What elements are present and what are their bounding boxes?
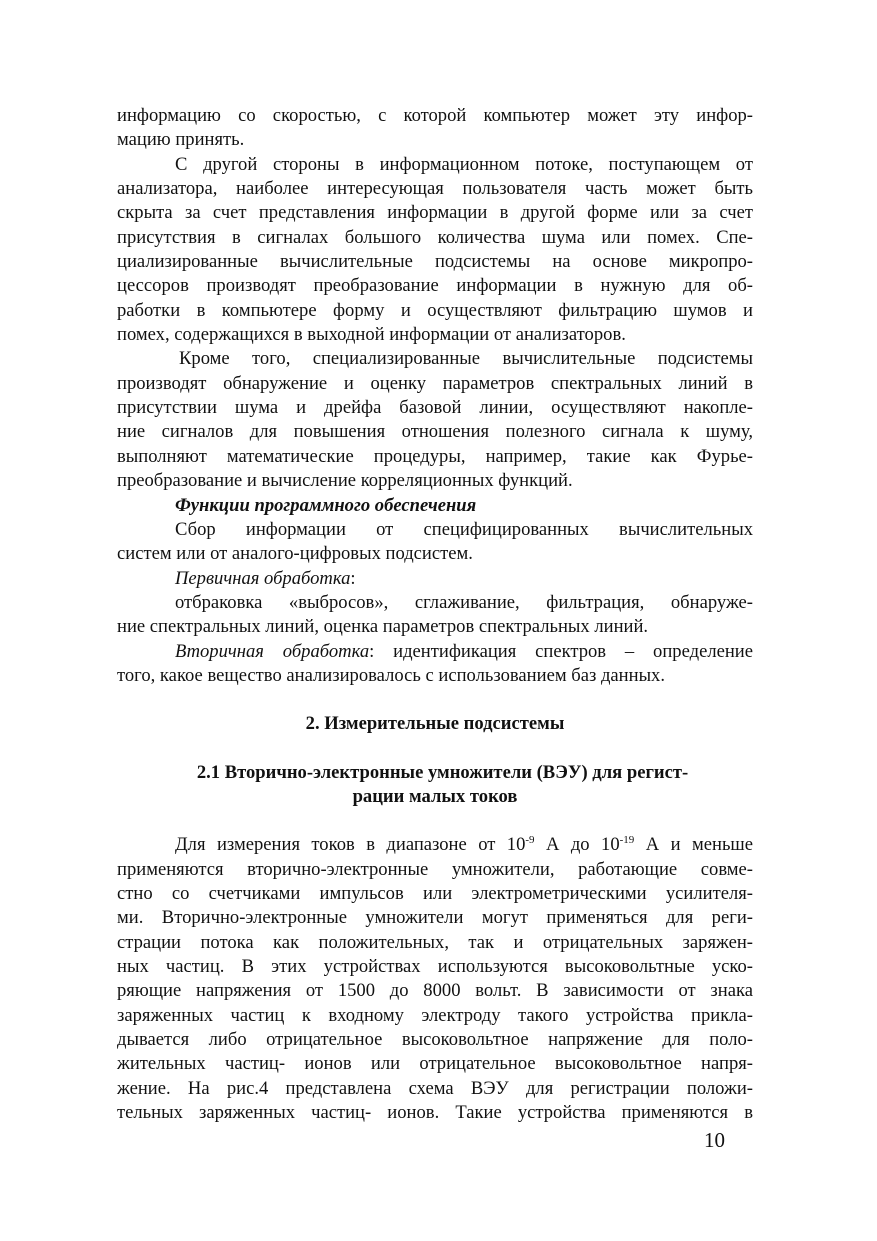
text-line: присутствия в сигналах большого количества шума или помех. Спе- — [117, 226, 753, 248]
page-number: 10 — [704, 1128, 725, 1152]
text-span: А и меньше — [634, 834, 753, 856]
exponent: -19 — [619, 834, 635, 847]
text-line: цессоров производят преобразование информации в нужную для об- — [117, 275, 753, 297]
text-line: С другой стороны в информационном потоке, поступающем от — [175, 153, 753, 175]
paragraph — [117, 153, 753, 348]
text-line: преобразование и вычисление корреляционных функций. — [117, 470, 573, 492]
text-line: присутствии шума и дрейфа базовой линии, осуществляют накопле- — [117, 397, 753, 419]
text-line: жение. На рис.4 представлена схема ВЭУ для регистрации положи- — [117, 1077, 753, 1099]
text-line: страции потока как положительных, так и отрицательных заряжен- — [117, 931, 753, 953]
text-line: ных частиц. В этих устройствах используются высоковольтные уско- — [117, 956, 753, 977]
paragraph — [117, 518, 753, 567]
subsection-heading-line: 2.1 Вторично-электронные умножители (ВЭУ) для регист- — [196, 761, 689, 783]
paragraph — [117, 591, 753, 640]
exponent: -9 — [525, 834, 535, 847]
paragraph — [117, 104, 753, 153]
colon: : — [350, 567, 356, 589]
text-line: выполняют математические процедуры, например, такие как Фурье- — [117, 445, 753, 467]
text-line: циализированные вычислительные подсистемы на основе микропро- — [117, 251, 753, 273]
text-span: : идентификация спектров – определение — [369, 640, 754, 662]
text-line: помех, содержащихся в выходной информации от анализаторов. — [117, 324, 626, 346]
text-line: работки в компьютере форму и осуществляют фильтрацию шумов и — [117, 299, 753, 321]
text-line: ние сигналов для повышения отношения полезного сигнала к шуму, — [117, 421, 753, 443]
text-line: стно со счетчиками импульсов или электрометрическими усилителя- — [117, 882, 753, 904]
primary-processing-label: Первичная обработка — [175, 567, 351, 589]
text-line: ряющие напряжения от 1500 до 8000 вольт. В зависимости от знака — [117, 980, 753, 1002]
secondary-processing-label: Вторичная обработка — [175, 640, 370, 662]
text-line: анализатора, наиболее интересующая пользователя часть может быть — [117, 178, 753, 200]
section-heading: 2. Измерительные подсистемы — [305, 713, 565, 735]
secondary-processing-line — [117, 640, 753, 664]
text-line: информацию со скоростью, с которой компьютер может эту инфор- — [117, 105, 753, 126]
software-functions-heading: Функции программного обеспечения — [175, 494, 477, 516]
text-line: применяются вторично-электронные умножители, работающие совме- — [117, 858, 753, 880]
text-line: тельных заряженных частиц- ионов. Такие устройства применяются в — [117, 1102, 753, 1124]
text-line: скрыта за счет представления информации в другой форме или за счет — [117, 202, 753, 224]
text-line: производят обнаружение и оценку параметров спектральных линий в — [117, 372, 753, 394]
primary-processing-line — [117, 567, 753, 591]
text-line: Кроме того, специализированные вычислительные подсистемы — [179, 348, 753, 370]
text-line: ми. Вторично-электронные умножители могут применяться для реги- — [117, 907, 753, 929]
text-line: ние спектральных линий, оценка параметров спектральных линий. — [117, 616, 649, 638]
paragraph — [117, 833, 753, 1125]
text-line: Сбор информации от специфицированных вычислительных — [175, 518, 753, 540]
text-line: систем или от аналого-цифровых подсистем. — [117, 543, 473, 565]
text-span: Для измерения токов в диапазоне от 10 — [175, 834, 526, 856]
paragraph — [117, 640, 753, 689]
subsection-heading — [117, 761, 753, 810]
text-line: заряженных частиц к входному электроду такого устройства прикла- — [117, 1004, 753, 1026]
text-line: того, какое вещество анализировалось с использованием баз данных. — [117, 664, 666, 686]
text-span: А до 10 — [534, 834, 620, 856]
text-line — [117, 833, 753, 857]
text-line: жительных частиц- ионов или отрицательное высоковольтное напря- — [117, 1053, 753, 1075]
subsection-heading-line: рации малых токов — [352, 785, 518, 807]
text-line: отбраковка «выбросов», сглаживание, фильтрация, обнаруже- — [175, 591, 753, 613]
document-page — [117, 104, 753, 1125]
text-line: мацию принять. — [117, 129, 245, 151]
paragraph — [117, 347, 753, 493]
text-line: дывается либо отрицательное высоковольтное напряжение для поло- — [117, 1029, 753, 1051]
